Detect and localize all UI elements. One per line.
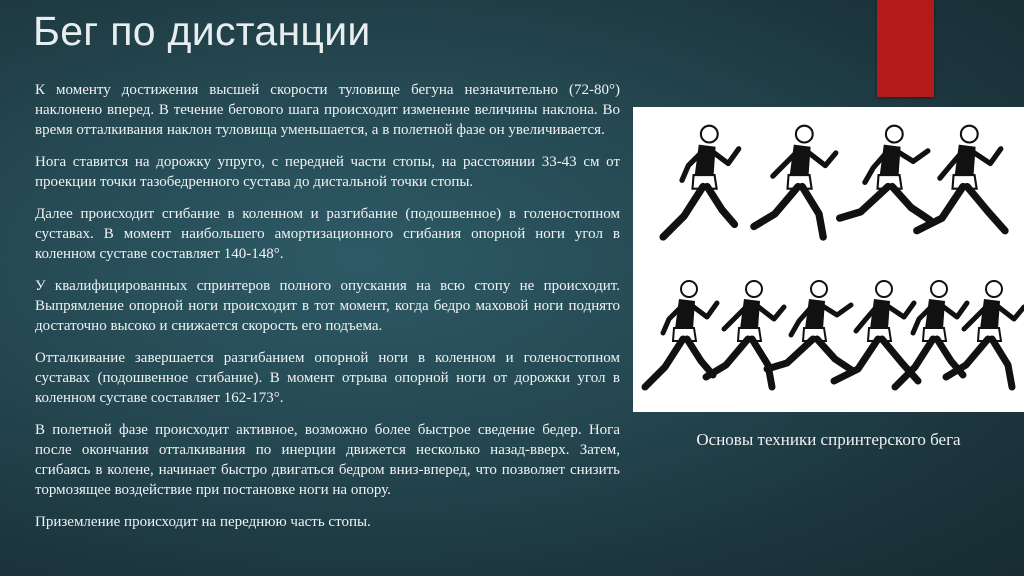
paragraph: Далее происходит сгибание в коленном и разгибание (подошвенное) в голеностопном суставах. В момент наибольшего амортизационного сгибания опорной ноги угол в коленном суставе составляет 140-148°.	[35, 206, 620, 262]
runner-figure	[754, 126, 836, 237]
paragraph: Приземление происходит на переднюю часть стопы.	[35, 514, 371, 530]
runner-figure	[767, 281, 853, 371]
runner-figure	[946, 281, 1024, 387]
paragraph: Отталкивание завершается разгибанием опорной ноги в коленном и голеностопном суставах (подошвенное сгибание). В момент отрыва опорной ноги от дорожки угол в коленном суставе составляет 162-173°.	[35, 350, 620, 406]
sprint-technique-illustration	[633, 107, 1024, 412]
paragraph: У квалифицированных спринтеров полного опускания на всю стопу не происходит. Выпрямление опорной ноги происходит в тот момент, когда бедро маховой ноги поднято достаточно высоко и снижается скорость его подъема.	[35, 278, 620, 334]
runner-figure	[645, 281, 717, 387]
slide-title: Бег по дистанции	[33, 8, 371, 54]
image-caption: Основы техники спринтерского бега	[696, 430, 961, 449]
runner-figure	[917, 126, 1005, 231]
paragraph: Нога ставится на дорожку упруго, с передней части стопы, на расстоянии 33-43 см от проекции точки тазобедренного сустава до дистальной точки стопы.	[35, 154, 620, 190]
paragraph: К моменту достижения высшей скорости туловище бегуна незначительно (72-80°) наклонено вперед. В течение бегового шага происходит изменение величины наклона. Во время отталкивания наклон туловища уменьшается, а в полетной фазе он увеличивается.	[35, 82, 620, 138]
paragraph: В полетной фазе происходит активное, возможно более быстрое сведение бедер. Нога после окончания отталкивания по инерции движется несколько назад-вверх. Затем, сгибаясь в колене, начинает быстро двигаться бедром вниз-вперед, что позволяет снизить тормозящее воздействие при постановке ноги на опору.	[35, 422, 620, 498]
runner-figure	[706, 281, 784, 387]
runner-figure	[840, 126, 930, 220]
runner-figure	[663, 126, 739, 237]
body-text	[35, 80, 620, 544]
red-accent-bar	[877, 0, 934, 97]
runner-figures	[633, 107, 1024, 412]
